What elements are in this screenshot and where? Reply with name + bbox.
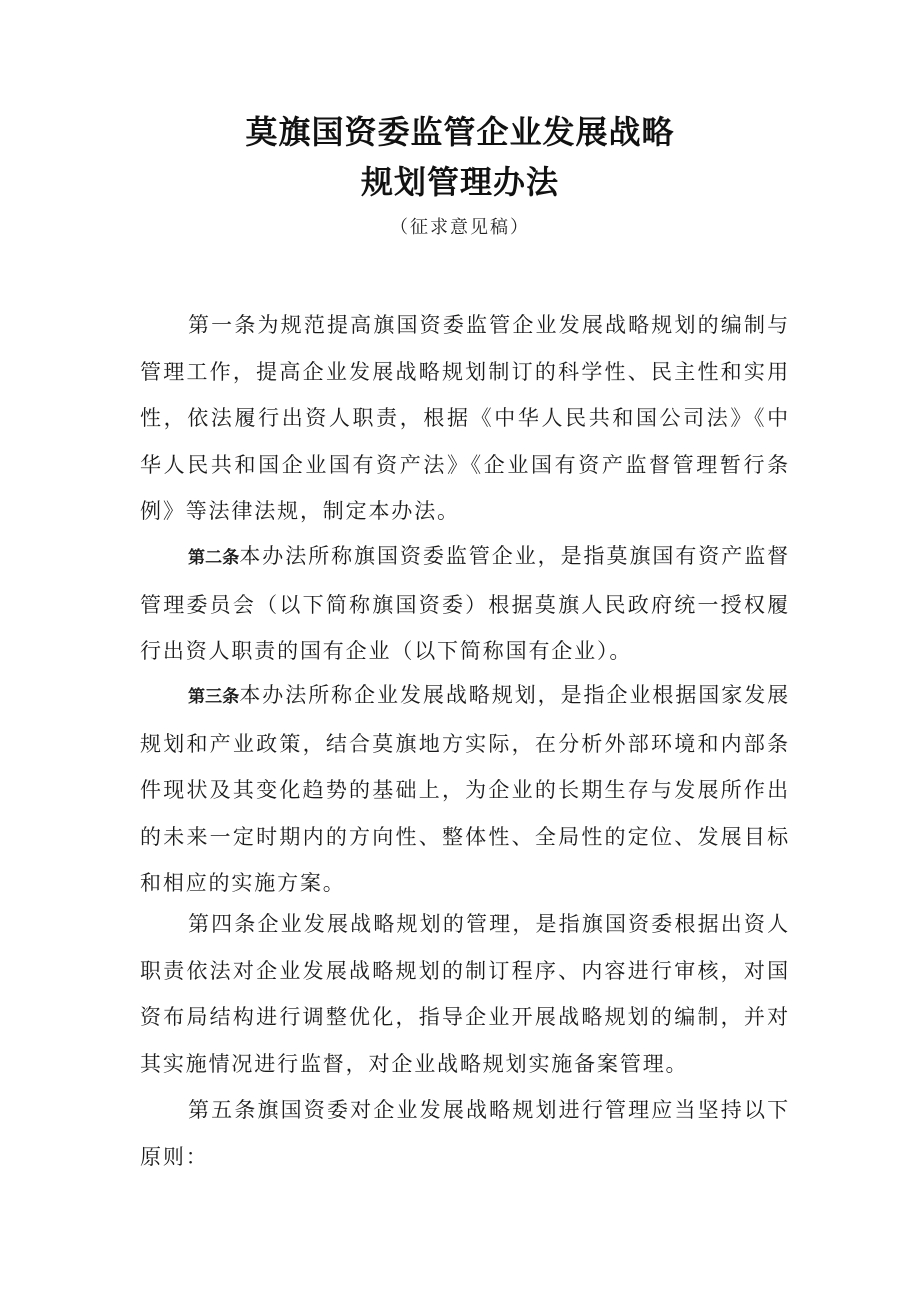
- article-5-text: 第五条旗国资委对企业发展战略规划进行管理应当坚持以下原则：: [140, 1098, 790, 1169]
- document-subtitle: （征求意见稿）: [390, 217, 530, 238]
- article-2-heading: 第二条: [188, 548, 240, 568]
- article-4-text: 第四条企业发展战略规划的管理，是指旗国资委根据出资人职责依法对企业发展战略规划的制订程序、内容进行审核，对国资布局结构进行调整优化，指导企业开展战略规划的编制，并对其实施情况进行监督，对企业战略规划实施备案管理。: [140, 912, 790, 1076]
- article-3-heading: 第三条: [188, 687, 240, 707]
- article-4: [140, 901, 790, 1087]
- article-1-text: 第一条为规范提高旗国资委监管企业发展战略规划的编制与管理工作，提高企业发展战略规划制订的科学性、民主性和实用性，依法履行出资人职责，根据《中华人民共和国公司法》《中华人民共和国企业国有资产法》《企业国有资产监督管理暂行条例》等法律法规，制定本办法。: [140, 313, 790, 523]
- article-5: [140, 1087, 790, 1180]
- document-title-line1: 莫旗国资委监管企业发展战略: [245, 113, 675, 151]
- article-1: [140, 302, 790, 535]
- document-title-line2: 规划管理办法: [360, 163, 559, 201]
- article-3-text: 本办法所称企业发展战略规划，是指企业根据国家发展规划和产业政策，结合莫旗地方实际，在分析外部环境和内部条件现状及其变化趋势的基础上，为企业的长期生存与发展所作出的未来一定时期内的方向性、整体性、全局性的定位、发展目标和相应的实施方案。: [140, 683, 791, 895]
- article-3: [140, 672, 790, 907]
- article-2: [140, 533, 790, 675]
- article-2-text: 本办法所称旗国资委监管企业，是指莫旗国有资产监督管理委员会（以下简称旗国资委）根据莫旗人民政府统一授权履行出资人职责的国有企业（以下简称国有企业）。: [140, 544, 791, 663]
